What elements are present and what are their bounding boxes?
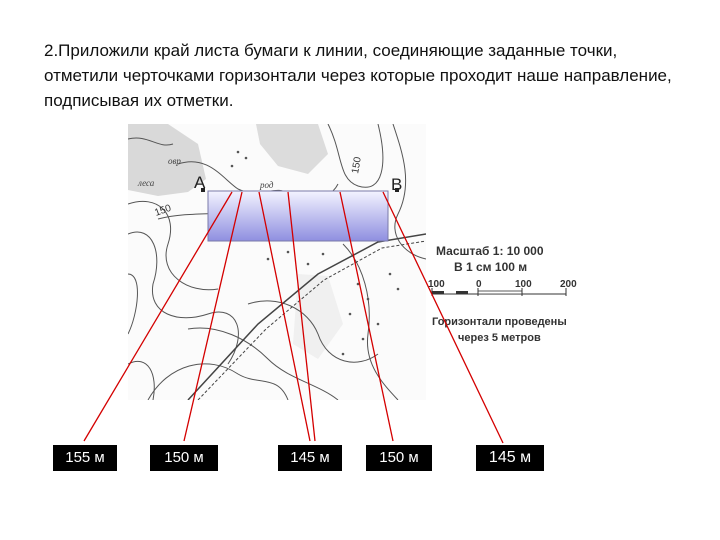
contour-note-line2: через 5 метров xyxy=(458,332,541,344)
scale-tick-label: 100 xyxy=(515,279,532,290)
elevation-label-155: 155 м xyxy=(53,445,117,471)
point-a-label: A xyxy=(194,173,206,192)
map-text-rod: род xyxy=(260,180,274,190)
elevation-label-145-right: 145 м xyxy=(476,445,544,471)
elevation-label-145: 145 м xyxy=(278,445,342,471)
paper-strip xyxy=(208,191,388,241)
contour-label-150-left: 150 xyxy=(153,202,173,219)
contour-label-150-top: 150 xyxy=(350,156,364,175)
scale-title: Масштаб 1: 10 000 xyxy=(436,244,544,258)
map-text-ovr: овр xyxy=(168,156,181,166)
scale-tick-label: 100 xyxy=(428,279,445,290)
scale-subtitle: В 1 см 100 м xyxy=(454,260,528,274)
slide-heading: 2.Приложили край листа бумаги к линии, соединяющие заданные точки, отметили черточками горизонтали через которые проходит наше направление, подписывая их отметки. xyxy=(44,41,672,110)
elevation-label-150-left: 150 м xyxy=(150,445,218,471)
scale-tick-label: 0 xyxy=(476,279,482,290)
scale-tick-label: 200 xyxy=(560,279,577,290)
pointer-line-145-right xyxy=(383,192,503,443)
point-b-label: B xyxy=(391,175,403,194)
elevation-label-150-right: 150 м xyxy=(366,445,432,471)
map-text-les: леса xyxy=(138,178,155,188)
contour-note-line1: Горизонтали проведены xyxy=(432,316,567,328)
pointer-line-155 xyxy=(84,192,232,441)
